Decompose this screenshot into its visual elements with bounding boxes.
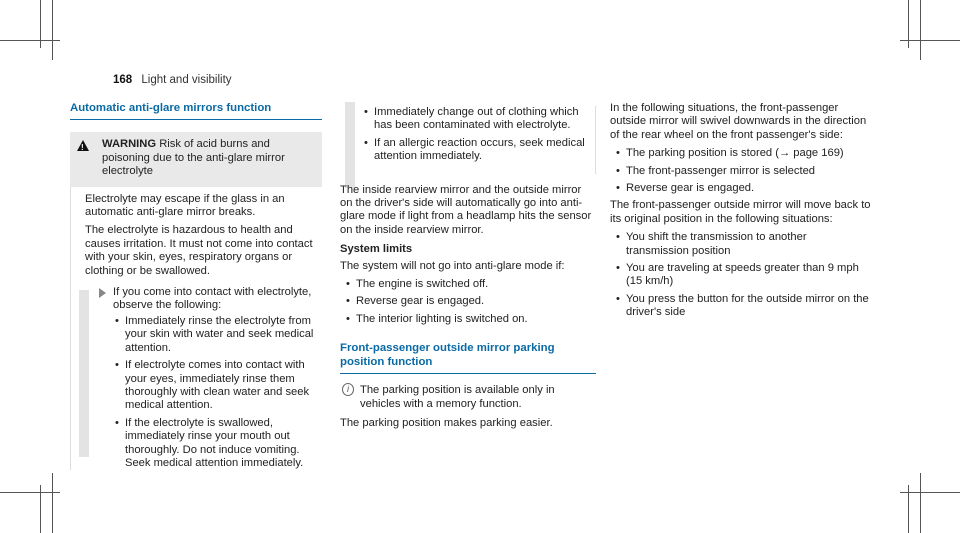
list-item: • The interior lighting is switched on. <box>344 313 596 326</box>
note <box>340 384 596 411</box>
middle-column <box>340 106 596 435</box>
section-heading: Automatic anti-glare mirrors function <box>70 102 322 120</box>
list-item: • If an allergic reaction occurs, seek medical attention immediately. <box>362 137 585 164</box>
subheading: System limits <box>340 243 413 256</box>
list-item: • Reverse gear is engaged. <box>614 182 872 195</box>
warning-sidebar <box>79 290 89 457</box>
list-item: • The front-passenger mirror is selected <box>614 165 872 178</box>
warning-text <box>90 138 314 178</box>
action-text: If you come into contact with electrolyte, observe the following: <box>113 286 312 312</box>
warning-message: Risk of acid burns and poisoning due to the anti-glare mirror electrolyte <box>102 138 285 178</box>
list-item: • Reverse gear is engaged. <box>344 295 596 308</box>
paragraph: The electrolyte is hazardous to health and causes irritation. It must not come into contact with your skin, eyes, respiratory organs or clothing or be swallowed. <box>85 224 313 277</box>
crop-mark <box>52 473 53 533</box>
crop-mark <box>900 40 960 41</box>
paragraph: The system will not go into anti-glare mode if: <box>340 259 565 272</box>
list-item: • If the electrolyte is swallowed, immediately rinse your mouth out thoroughly. Do not induce vomiting. Seek medical attention immediately. <box>113 417 316 471</box>
page-header <box>113 74 232 86</box>
list-item: • You press the button for the outside mirror on the driver's side <box>614 293 872 320</box>
arrow-icon <box>99 288 106 298</box>
paragraph: The front-passenger outside mirror will move back to its original position in the following situations: <box>610 199 871 225</box>
note-text: The parking position is available only in vehicles with a memory function. <box>360 384 555 410</box>
warning-icon <box>77 140 89 151</box>
crop-mark <box>920 473 921 533</box>
list-item: • Immediately rinse the electrolyte from your skin with water and seek medical attention. <box>113 315 316 355</box>
list-item: • If electrolyte comes into contact with your eyes, immediately rinse them thoroughly with clean water and seek medical attention. <box>113 359 316 413</box>
crop-mark <box>0 492 60 493</box>
warning-title: WARNING <box>102 138 157 151</box>
section-heading: Front-passenger outside mirror parking position function <box>340 342 596 374</box>
paragraph: The parking position makes parking easier. <box>340 416 553 429</box>
paragraph: Electrolyte may escape if the glass in an automatic anti-glare mirror breaks. <box>85 192 285 219</box>
left-column <box>70 102 322 474</box>
list-item: • Immediately change out of clothing which has been contaminated with electrolyte. <box>362 106 585 133</box>
list-item: • The parking position is stored (→ page 169) <box>614 147 872 160</box>
action-step <box>85 286 316 470</box>
info-icon: i <box>342 383 354 396</box>
list-item: • You are traveling at speeds greater than 9 mph (15 km/h) <box>614 262 872 289</box>
list-item: • You shift the transmission to another transmission position <box>614 231 872 258</box>
right-column <box>610 102 872 324</box>
list-item: • The engine is switched off. <box>344 278 596 291</box>
page-number: 168 <box>113 74 133 86</box>
crop-mark <box>900 492 960 493</box>
warning-body <box>70 187 322 471</box>
warning-box <box>70 132 322 186</box>
section-title: Light and visibility <box>141 74 232 86</box>
paragraph: In the following situations, the front-passenger outside mirror will swivel downwards in the direction of the rear wheel on the front passenger's side: <box>610 102 867 141</box>
crop-mark <box>920 0 921 60</box>
crop-mark <box>52 0 53 60</box>
paragraph: The inside rearview mirror and the outside mirror on the driver's side will automatically go into anti-glare mode if light from a headlamp hits the sensor on the inside rearview mirror. <box>340 183 592 236</box>
crop-mark <box>0 40 60 41</box>
